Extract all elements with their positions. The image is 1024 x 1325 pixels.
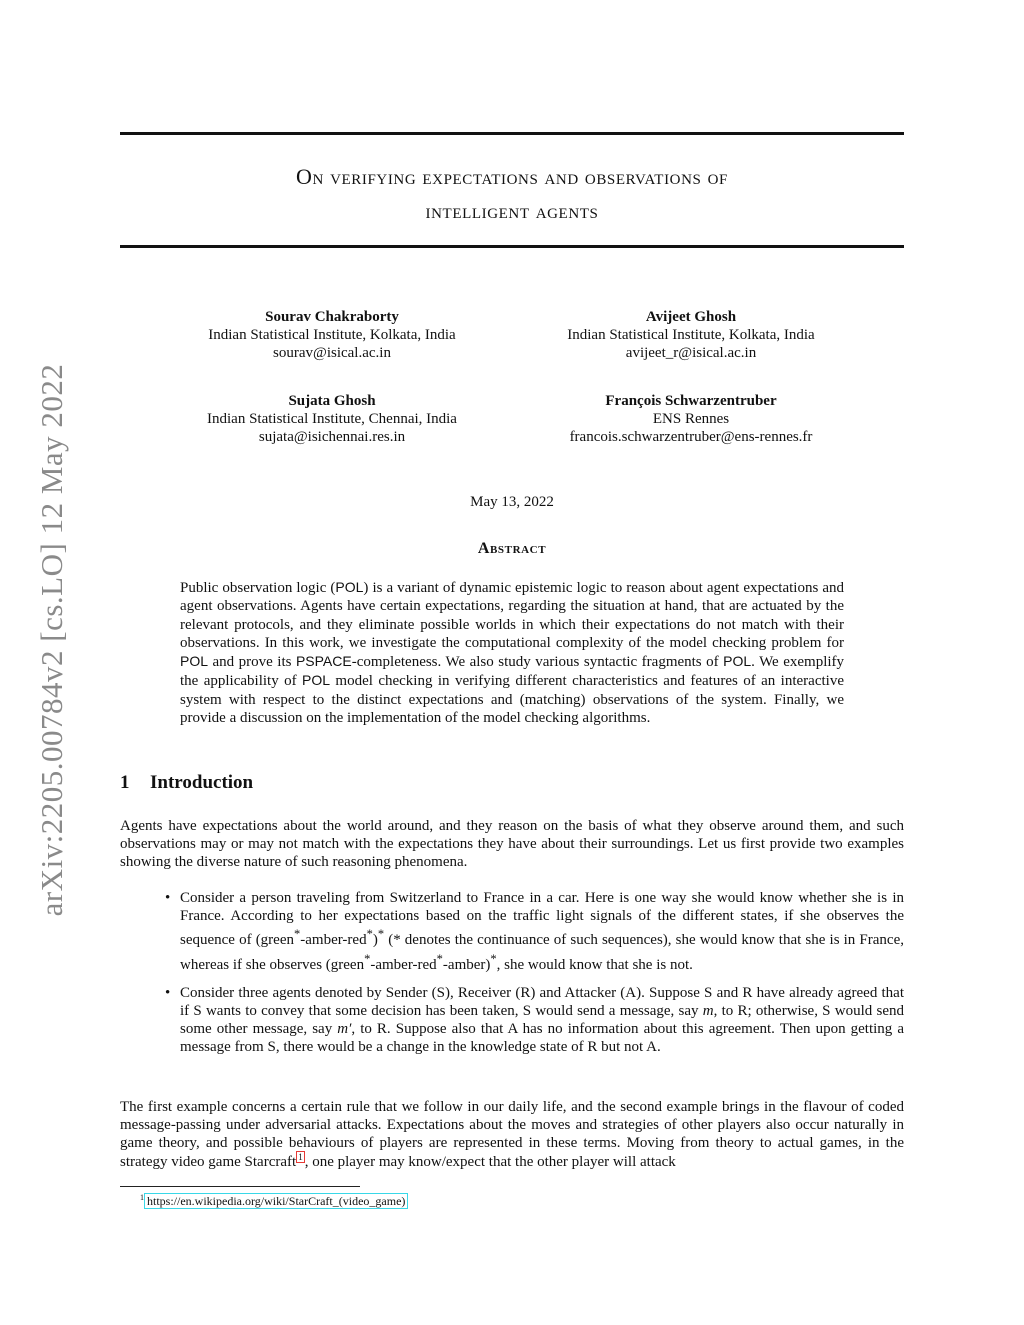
author-name: Sujata Ghosh — [288, 393, 376, 409]
author-name: Sourav Chakraborty — [265, 309, 399, 325]
abstract-text: model checking in verifying different characteristics and features of an interactive system with respect to the distinct expectations and (matching) observations of the system. Finally, we provide a discussion on the implementation of the model checking algorithms. — [180, 673, 844, 727]
author-affiliation: Indian Statistical Institute, Kolkata, India — [567, 327, 815, 343]
list-item: • Consider a person traveling from Switzerland to France in a car. Here is one way she would know whether she is in France. According to her expectations based on the traffic light signals of the different states, if she observes the sequence of (green*-amber-red*)* (* denotes the continuance of such sequences), she would know that she is in France, whereas if she observes (green*-amber-red*-amber)*, she would know that she is not. — [165, 890, 904, 973]
abstract-text: . We exemplify the applicability of — [180, 654, 845, 690]
author-block — [511, 308, 871, 362]
author-affiliation: Indian Statistical Institute, Chennai, India — [207, 411, 457, 427]
author-email: sourav@isical.ac.in — [273, 345, 391, 361]
author-email: avijeet_r@isical.ac.in — [625, 345, 757, 361]
section-heading — [120, 772, 253, 794]
abstract-text: ) is a variant of dynamic epistemic logic to reason about agent expectations and agent observations. Agents have certain expectations, regarding the situation at hand, that are actuated by the relevant protocols, and they eliminate possible worlds in which their expectations do not match with their observations. In this work, we investigate the computational complexity of the model checking problem for — [180, 580, 844, 651]
section-title: Introduction — [150, 772, 254, 793]
author-block — [152, 308, 512, 362]
bullet-icon: • — [165, 890, 171, 906]
author-block — [511, 392, 871, 446]
title-line-1: On verifying expectations and observations of — [296, 164, 728, 189]
footnote-url-link[interactable]: https://en.wikipedia.org/wiki/StarCraft_(video_game) — [144, 1193, 408, 1209]
arxiv-identifier-stamp: arXiv:2205.00784v2 [cs.LO] 12 May 2022 — [34, 363, 69, 917]
pol-term: POL — [302, 672, 331, 689]
author-affiliation: Indian Statistical Institute, Kolkata, India — [208, 327, 456, 343]
intro-paragraph: The first example concerns a certain rule that we follow in our daily life, and the second example brings in the flavour of coded message-passing under adversarial attacks. Expectations about the moves and strategies of other players also occur naturally in game theory, and possible behaviours of players are represented in these terms. Moving from theory to actual games, in the strategy video game Starcraft $^1$ , one player may know/expect that the other player will attack — [120, 1099, 904, 1170]
pspace-term: PSPACE — [295, 653, 352, 670]
pol-term: POL — [335, 579, 364, 595]
abstract-text: -completeness. We also study various syntactic fragments of — [351, 654, 724, 671]
pol-term: POL — [180, 653, 209, 670]
list-item: • Consider three agents denoted by Sender (S), Receiver (R) and Attacker (A). Suppose S and R have already agreed that if S wants to convey that some decision has been taken, S would send a message, say m, to R; otherwise, S would send some other message, say m′, to R. Suppose also that A has no information about this agreement. Then upon getting a message from S, there would be a change in the knowledge state of R but not A. — [165, 984, 904, 1056]
author-email: francois.schwarzentruber@ens-rennes.fr — [569, 429, 813, 445]
footnote-link[interactable]: 1 — [298, 1151, 303, 1162]
paper-date: May 13, 2022 — [470, 494, 554, 510]
title-rule-bottom — [120, 245, 904, 248]
footnote — [140, 1190, 408, 1209]
title-rule-top — [120, 132, 904, 135]
abstract-text: and prove its — [208, 654, 296, 671]
author-name: François Schwarzentruber — [605, 393, 777, 409]
paper-title — [120, 160, 904, 228]
author-name: Avijeet Ghosh — [645, 309, 737, 325]
author-block — [152, 392, 512, 446]
author-email: sujata@isichennai.res.in — [258, 429, 406, 445]
intro-paragraph: Agents have expectations about the world around, and they reason on the basis of what they observe around them, and such observations may or may not match with the expectations they have about their surroundings. Let us first provide two examples showing the diverse nature of such reasoning phenomena. — [120, 818, 904, 871]
abstract-heading: Abstract — [477, 540, 547, 557]
author-affiliation: ENS Rennes — [652, 411, 730, 427]
title-line-2: intelligent agents — [425, 198, 599, 223]
example-list — [165, 889, 904, 1067]
footnote-mark: 1 — [140, 1193, 144, 1202]
pol-term: POL — [723, 653, 752, 670]
footnote-rule — [120, 1186, 360, 1187]
bullet-icon: • — [165, 984, 171, 1001]
abstract-body — [180, 578, 844, 727]
section-number: 1 — [120, 772, 130, 793]
abstract-text: Public observation logic ( — [180, 580, 336, 596]
